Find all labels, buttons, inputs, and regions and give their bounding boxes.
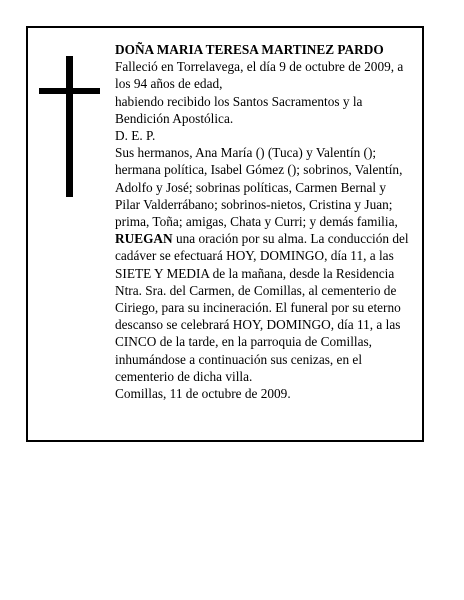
notice-line: SIETE Y MEDIA de la mañana, desde la Residencia <box>115 265 395 281</box>
notice-date-line: Comillas, 11 de octubre de 2009. <box>115 386 291 402</box>
notice-line: cadáver se efectuará HOY, DOMINGO, día 11, a las <box>115 248 394 264</box>
notice-line: Ciriego, para su incineración. El funeral por su eterno <box>115 300 401 316</box>
notice-line: Adolfo y José; sobrinas políticas, Carmen Bernal y <box>115 179 387 195</box>
obituary-notice <box>26 26 424 442</box>
notice-line: Pilar Valderrábano; sobrinos-nietos, Cristina y Juan; <box>115 196 393 212</box>
notice-line: hermana política, Isabel Gómez (); sobrinos, Valentín, <box>115 162 403 178</box>
notice-line: inhumándose a continuación sus cenizas, en el <box>115 351 363 367</box>
notice-text <box>115 41 417 402</box>
cross-horizontal-bar <box>39 88 100 94</box>
notice-line: prima, Toña; amigas, Chata y Curri; y demás familia, <box>115 214 398 230</box>
notice-line: D. E. P. <box>115 128 156 144</box>
notice-line: Bendición Apostólica. <box>115 110 234 126</box>
ruegan-line <box>115 230 417 247</box>
notice-line: los 94 años de edad, <box>115 76 223 92</box>
notice-line: Ntra. Sra. del Carmen, de Comillas, al cementerio de <box>115 282 397 298</box>
notice-line: habiendo recibido los Santos Sacramentos y la <box>115 93 363 109</box>
cross-vertical-bar <box>66 56 73 197</box>
notice-line: descanso se celebrará HOY, DOMINGO, día 11, a las <box>115 317 401 333</box>
deceased-name: DOÑA MARIA TERESA MARTINEZ PARDO <box>115 42 384 57</box>
ruegan-rest: una oración por su alma. La conducción del <box>172 231 409 247</box>
notice-line: Falleció en Torrelavega, el día 9 de octubre de 2009, a <box>115 59 404 75</box>
notice-line: CINCO de la tarde, en la parroquia de Comillas, <box>115 334 372 350</box>
ruegan-word: RUEGAN <box>115 231 173 247</box>
notice-line: cementerio de dicha villa. <box>115 368 253 384</box>
notice-line: Sus hermanos, Ana María () (Tuca) y Valentín (); <box>115 145 377 161</box>
